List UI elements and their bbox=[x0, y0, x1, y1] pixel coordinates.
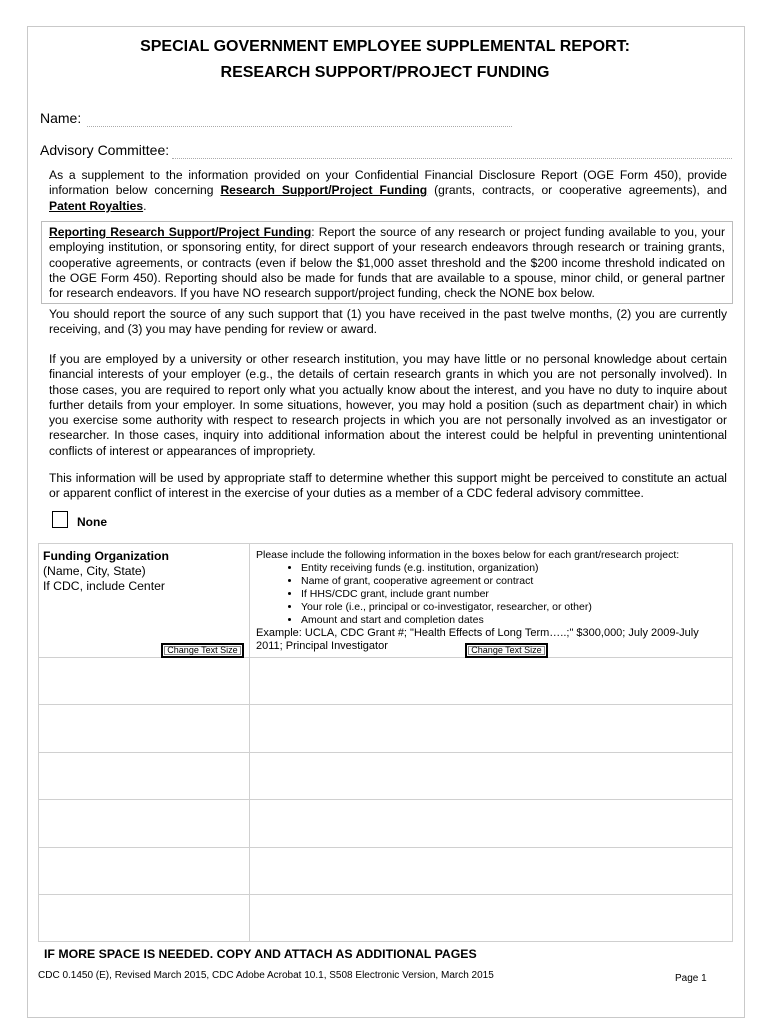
page-number: Page 1 bbox=[675, 973, 707, 984]
table-row-1-organization[interactable] bbox=[40, 706, 247, 750]
intro-patent-royalties-term: Patent Royalties bbox=[49, 198, 144, 213]
report-scope-paragraph: You should report the source of any such support that (1) you have received in the past twelve months, (2) you are currently receiving, and (3) you may have pending for review or award. bbox=[49, 307, 727, 337]
table-row-divider bbox=[38, 894, 733, 895]
list-item: • Entity receiving funds (e.g. institution, organization) bbox=[301, 562, 732, 575]
name-field[interactable] bbox=[87, 111, 512, 127]
project-example-line1: Example: UCLA, CDC Grant #; "Health Effects of Long Term…..;" $300,000; July 2009-July bbox=[256, 627, 699, 639]
none-checkbox[interactable] bbox=[52, 511, 68, 528]
employer-knowledge-paragraph: If you are employed by a university or other research institution, you may have little or no personal knowledge about certain financial interests of your employer (e.g., the details of certain research grants in which you are not personally involved). In those cases, you are required to report only what you actually know about the interest, and you have no duty to inquire about further details from your employer. In some situations, however, you may hold a position (such as department chair) in which you exercise some authority with respect to research projects in which you are not personally involved as an investigator or researcher. In those cases, inquiry into additional information about the interest could be helpful in preventing unintentional conflicts of interest or appearances of impropriety. bbox=[49, 352, 727, 458]
funding-organization-subtitle: (Name, City, State) bbox=[43, 564, 146, 578]
none-checkbox-label: None bbox=[77, 515, 107, 529]
reporting-instructions-box bbox=[41, 221, 733, 304]
funding-organization-note: If CDC, include Center bbox=[43, 579, 165, 593]
advisory-committee-field[interactable] bbox=[172, 143, 732, 159]
table-row-5-organization[interactable] bbox=[40, 896, 247, 940]
table-row-2-organization[interactable] bbox=[40, 754, 247, 798]
form-title-line1: SPECIAL GOVERNMENT EMPLOYEE SUPPLEMENTAL REPORT: bbox=[140, 38, 630, 55]
table-row-divider bbox=[38, 799, 733, 800]
table-row-1-details[interactable] bbox=[251, 706, 731, 750]
list-item: • If HHS/CDC grant, include grant number bbox=[301, 588, 732, 601]
table-row-4-details[interactable] bbox=[251, 849, 731, 893]
table-row-5-details[interactable] bbox=[251, 896, 731, 940]
table-row-4-organization[interactable] bbox=[40, 849, 247, 893]
table-row-0-details[interactable] bbox=[251, 659, 731, 703]
name-label: Name: bbox=[40, 110, 82, 126]
project-details-list bbox=[256, 562, 732, 627]
additional-pages-note: IF MORE SPACE IS NEEDED. COPY AND ATTACH AS ADDITIONAL PAGES bbox=[44, 947, 477, 961]
list-item: • Amount and start and completion dates bbox=[301, 614, 732, 627]
intro-research-support-term: Research Support/Project Funding bbox=[220, 183, 428, 198]
reporting-heading: Reporting Research Support/Project Funding bbox=[49, 225, 312, 239]
project-details-header bbox=[256, 549, 732, 653]
table-column-divider bbox=[249, 543, 250, 942]
form-version: CDC 0.1450 (E), Revised March 2015, CDC Adobe Acrobat 10.1, S508 Electronic Version, March 2015 bbox=[38, 970, 494, 981]
project-details-intro: Please include the following information in the boxes below for each grant/research project: bbox=[256, 549, 680, 561]
table-header-divider bbox=[38, 657, 733, 658]
form-title-line2: RESEARCH SUPPORT/PROJECT FUNDING bbox=[220, 64, 550, 81]
change-text-size-button-right[interactable]: Change Text Size bbox=[465, 643, 548, 658]
reporting-text: : Report the source of any research or project funding available to you, your employing institution, or sponsoring entity, for direct support of your research endeavors through research or training grants, cooperative agreements, or contracts (even if below the $1,000 asset threshold and the $200 income threshold indicated on the OGE Form 450). Reporting should also be made for funds that are available to a spouse, minor child, or general partner for research endeavors. If you have NO research support/project funding, check the NONE box below. bbox=[49, 225, 725, 301]
advisory-committee-label: Advisory Committee: bbox=[40, 142, 170, 158]
table-row-0-organization[interactable] bbox=[40, 659, 247, 703]
table-row-divider bbox=[38, 752, 733, 753]
table-row-divider bbox=[38, 704, 733, 705]
table-row-3-details[interactable] bbox=[251, 801, 731, 845]
table-row-3-organization[interactable] bbox=[40, 801, 247, 845]
change-text-size-button-left[interactable]: Change Text Size bbox=[161, 643, 244, 658]
list-item: • Name of grant, cooperative agreement or contract bbox=[301, 575, 732, 588]
intro-paragraph: As a supplement to the information provided on your Confidential Financial Disclosure Report (OGE Form 450), provide information below concerning Research Support/Project Funding (grants, contracts, or cooperative agreements), and Patent Royalties. bbox=[49, 168, 727, 213]
table-row-2-details[interactable] bbox=[251, 754, 731, 798]
table-row-divider bbox=[38, 847, 733, 848]
information-use-paragraph: This information will be used by appropriate staff to determine whether this support might be perceived to constitute an actual or apparent conflict of interest in the exercise of your duties as a member of a CDC federal advisory committee. bbox=[49, 471, 727, 501]
funding-organization-header bbox=[43, 549, 169, 594]
list-item: • Your role (i.e., principal or co-investigator, researcher, or other) bbox=[301, 601, 732, 614]
funding-organization-title: Funding Organization bbox=[43, 549, 169, 563]
project-example-line2: 2011; Principal Investigator bbox=[256, 640, 388, 652]
